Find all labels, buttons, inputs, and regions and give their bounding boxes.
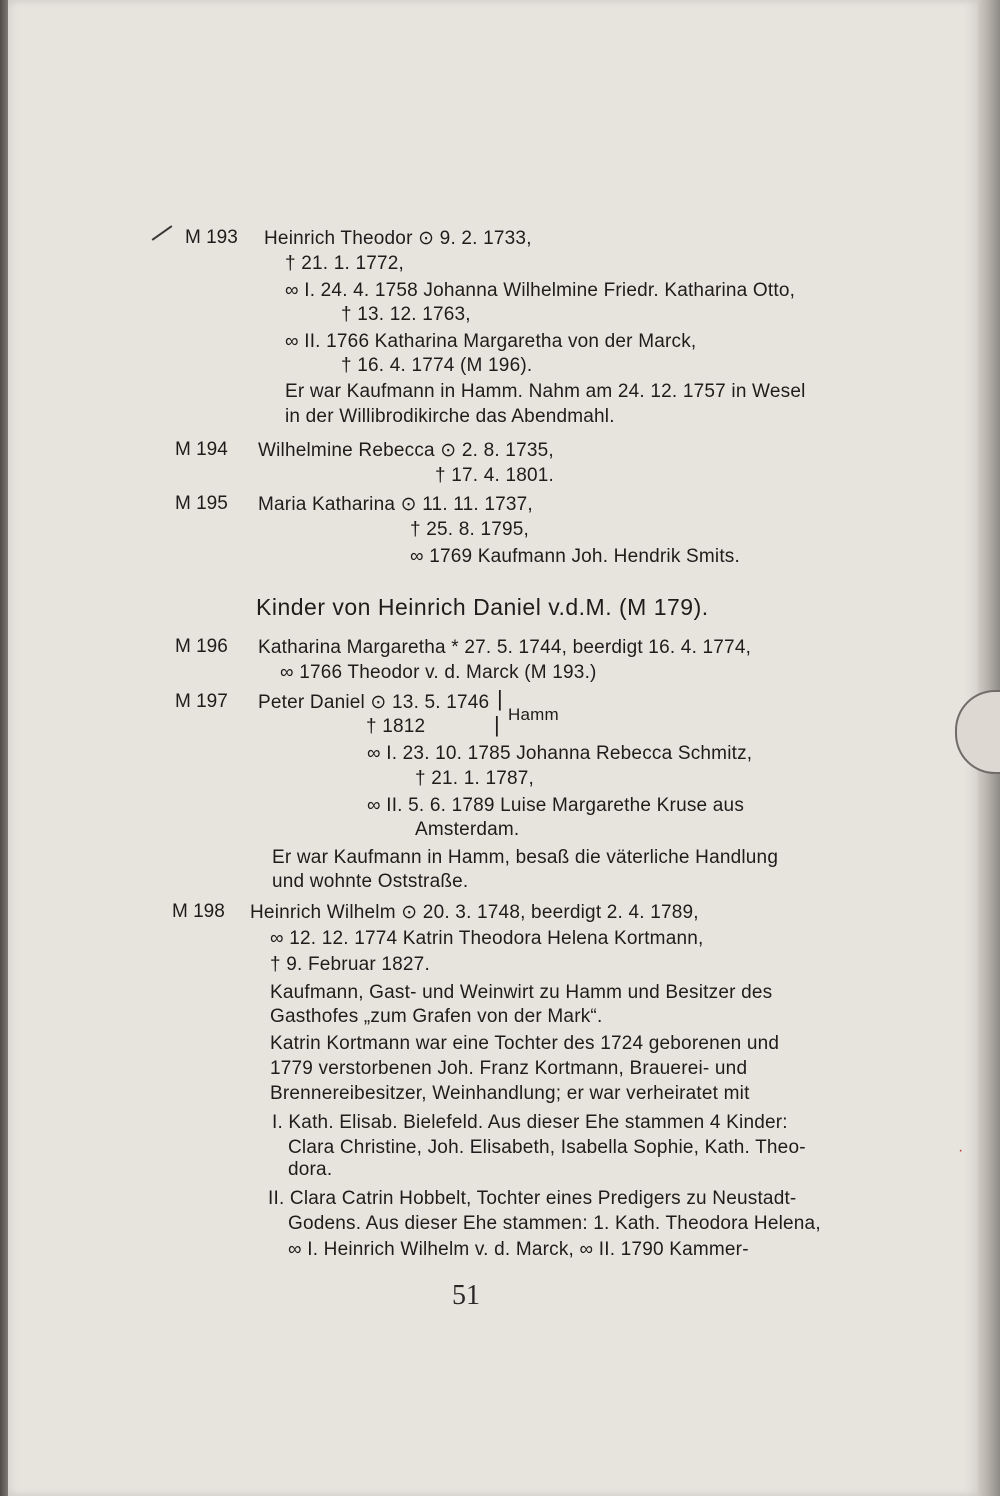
red-pencil-mark-icon: · (958, 1142, 964, 1159)
entry-line: Er war Kaufmann in Hamm, besaß die väterliche Handlung (272, 847, 779, 868)
entry-line: † 9. Februar 1827. (270, 954, 430, 975)
entry-ref: M 197 (175, 691, 228, 712)
entry-line: Er war Kaufmann in Hamm. Nahm am 24. 12. 1757 in Wesel (285, 381, 806, 402)
entry-line: † 13. 12. 1763, (341, 304, 471, 325)
entry-line: Heinrich Wilhelm ⊙ 20. 3. 1748, beerdigt 2. 4. 1789, (250, 902, 699, 923)
entry-ref: M 196 (175, 636, 228, 657)
entry-line: und wohnte Oststraße. (272, 871, 469, 892)
entry-line: † 21. 1. 1772, (285, 253, 405, 274)
entry-line: Heinrich Theodor ⊙ 9. 2. 1733, (264, 228, 532, 249)
entry-ref: M 195 (175, 493, 228, 514)
entry-line: † 25. 8. 1795, (410, 519, 530, 540)
entry-line: II. Clara Catrin Hobbelt, Tochter eines Predigers zu Neustadt- (268, 1188, 797, 1209)
section-heading: Kinder von Heinrich Daniel v.d.M. (M 179). (256, 594, 709, 620)
entry-ref: M 193 (185, 227, 238, 248)
entry-line: ∞ 1769 Kaufmann Joh. Hendrik Smits. (410, 546, 740, 567)
entry-line: ∞ I. Heinrich Wilhelm v. d. Marck, ∞ II. 1790 Kammer- (288, 1239, 749, 1260)
entry-line: † 17. 4. 1801. (435, 465, 555, 486)
entry-line: dora. (288, 1159, 333, 1180)
entry-line: Peter Daniel ⊙ 13. 5. 1746 (258, 692, 490, 713)
entry-line: Wilhelmine Rebecca ⊙ 2. 8. 1735, (258, 440, 554, 461)
entry-line: Kaufmann, Gast- und Weinwirt zu Hamm und Besitzer des (270, 982, 773, 1003)
entry-line: Amsterdam. (415, 819, 520, 840)
entry-line: Maria Katharina ⊙ 11. 11. 1737, (258, 494, 533, 515)
entry-line: Godens. Aus dieser Ehe stammen: 1. Kath. Theodora Helena, (288, 1213, 821, 1234)
entry-line: Katharina Margaretha * 27. 5. 1744, beerdigt 16. 4. 1774, (258, 637, 752, 658)
entry-line: ∞ I. 23. 10. 1785 Johanna Rebecca Schmitz, (367, 743, 753, 764)
entry-line: ∞ 12. 12. 1774 Katrin Theodora Helena Kortmann, (270, 928, 704, 949)
entry-line: Brennereibesitzer, Weinhandlung; er war verheiratet mit (270, 1083, 750, 1104)
entry-line: † 1812 (366, 716, 426, 737)
page-number: 51 (452, 1280, 480, 1311)
entry-line: † 16. 4. 1774 (M 196). (341, 355, 533, 376)
entry-line: Gasthofes „zum Grafen von der Mark“. (270, 1006, 603, 1027)
entry-line: ∞ I. 24. 4. 1758 Johanna Wilhelmine Friedr. Katharina Otto, (285, 280, 796, 301)
entry-line: ∞ 1766 Theodor v. d. Marck (M 193.) (280, 662, 597, 683)
entry-ref: M 198 (172, 901, 225, 922)
entry-line: † 21. 1. 1787, (415, 768, 535, 789)
place-annotation: Hamm (508, 705, 559, 724)
brace-glyph: | (494, 712, 500, 737)
brace-glyph: | (497, 686, 503, 711)
entry-ref: M 194 (175, 439, 228, 460)
entry-line: in der Willibrodikirche das Abendmahl. (285, 406, 615, 427)
entry-line: ∞ II. 5. 6. 1789 Luise Margarethe Kruse aus (367, 795, 745, 816)
entry-line: ∞ II. 1766 Katharina Margaretha von der Marck, (285, 331, 697, 352)
entry-line: I. Kath. Elisab. Bielefeld. Aus dieser Ehe stammen 4 Kinder: (272, 1112, 788, 1133)
entry-line: Katrin Kortmann war eine Tochter des 1724 geborenen und (270, 1033, 780, 1054)
entry-line: Clara Christine, Joh. Elisabeth, Isabella Sophie, Kath. Theo- (288, 1137, 806, 1158)
entry-line: 1779 verstorbenen Joh. Franz Kortmann, Brauerei- und (270, 1058, 748, 1079)
